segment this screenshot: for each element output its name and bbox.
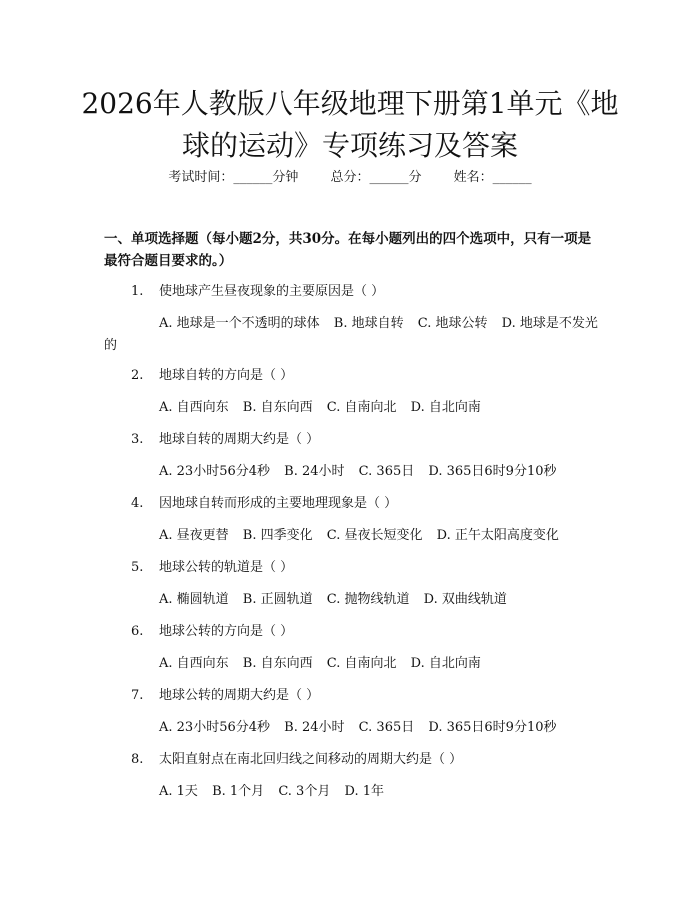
- option-c: C. 昼夜长短变化: [326, 528, 423, 543]
- option-b: B. 自东向西: [242, 656, 313, 671]
- question-options: [159, 781, 604, 803]
- option-c: C. 365日: [358, 720, 415, 735]
- option-d: D. 365日6时9分10秒: [428, 720, 557, 735]
- question-number: 6.: [131, 624, 144, 639]
- option-b: B. 24小时: [284, 464, 345, 479]
- question-number: 7.: [131, 688, 144, 703]
- option-c: C. 自南向北: [326, 400, 397, 415]
- question-stem: 使地球产生昼夜现象的主要原因是（ ）: [159, 284, 385, 299]
- question-stem: 地球自转的方向是（ ）: [159, 368, 294, 383]
- question-stem: 太阳直射点在南北回归线之间移动的周期大约是（ ）: [159, 752, 463, 767]
- option-c: C. 自南向北: [326, 656, 397, 671]
- question-number: 3.: [131, 432, 144, 447]
- option-a: A. 自西向东: [159, 400, 229, 415]
- question-options: [159, 653, 604, 675]
- option-d: D. 双曲线轨道: [423, 592, 507, 607]
- question-number: 4.: [131, 496, 144, 511]
- option-d: D. 自北向南: [410, 656, 481, 671]
- question-stem: 地球自转的周期大约是（ ）: [159, 432, 320, 447]
- option-b: B. 自东向西: [242, 400, 313, 415]
- question-options: [159, 461, 604, 483]
- option-a: A. 自西向东: [159, 656, 229, 671]
- option-b: B. 地球自转: [333, 316, 404, 331]
- section-heading: 一、单项选择题（每小题2分，共30分。在每小题列出的四个选项中，只有一项是最符合题目要求的。）: [104, 231, 592, 269]
- option-a: A. 地球是一个不透明的球体: [159, 316, 320, 331]
- option-c: C. 365日: [358, 464, 415, 479]
- question-number: 5.: [131, 560, 144, 575]
- exam-info: [0, 168, 700, 188]
- option-c: C. 抛物线轨道: [326, 592, 410, 607]
- document-title: 2026年人教版八年级地理下册第1单元《地球的运动》专项练习及答案: [81, 87, 619, 162]
- question-stem: 因地球自转而形成的主要地理现象是（ ）: [159, 496, 398, 511]
- question-options: [159, 717, 604, 739]
- option-a: A. 23小时56分4秒: [159, 720, 271, 735]
- option-c: C. 3个月: [278, 784, 331, 799]
- question-number: 8.: [131, 752, 144, 767]
- option-d: D. 自北向南: [410, 400, 481, 415]
- option-d: D. 地球是不发光的: [104, 316, 598, 353]
- option-b: B. 四季变化: [242, 528, 313, 543]
- total-score-field: 总分：______分: [330, 170, 422, 185]
- option-b: B. 1个月: [212, 784, 265, 799]
- question-stem: 地球公转的轨道是（ ）: [159, 560, 294, 575]
- option-d: D. 365日6时9分10秒: [428, 464, 557, 479]
- option-b: B. 正圆轨道: [242, 592, 313, 607]
- question-options: [159, 397, 604, 419]
- question-options: [159, 589, 604, 611]
- student-name-field: 姓名：______: [453, 170, 532, 185]
- option-c: C. 地球公转: [417, 316, 488, 331]
- option-d: D. 1年: [344, 784, 384, 799]
- option-a: A. 昼夜更替: [159, 528, 229, 543]
- exam-time-field: 考试时间：______分钟: [168, 170, 299, 185]
- question-stem: 地球公转的周期大约是（ ）: [159, 688, 320, 703]
- option-b: B. 24小时: [284, 720, 345, 735]
- option-a: A. 23小时56分4秒: [159, 464, 271, 479]
- option-d: D. 正午太阳高度变化: [436, 528, 559, 543]
- question-number: 2.: [131, 368, 144, 383]
- question-options: [104, 313, 604, 357]
- option-a: A. 1天: [159, 784, 198, 799]
- option-a: A. 椭圆轨道: [159, 592, 229, 607]
- question-options: [159, 525, 604, 547]
- question-stem: 地球公转的方向是（ ）: [159, 624, 294, 639]
- question-number: 1.: [131, 284, 144, 299]
